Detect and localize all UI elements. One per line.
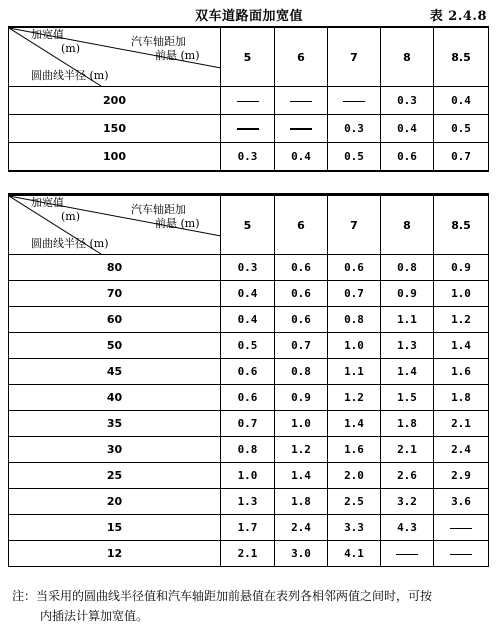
value-cell: 0.6 (221, 359, 275, 385)
value-cell: 1.4 (434, 333, 489, 359)
table-row (9, 385, 489, 411)
value-cell: 4.1 (328, 541, 381, 567)
dash-mark (237, 128, 259, 130)
value-cell: 0.7 (221, 411, 275, 437)
value-cell: 1.8 (434, 385, 489, 411)
header-row (9, 27, 489, 87)
value-cell (434, 515, 489, 541)
value-cell: 1.1 (381, 307, 434, 333)
value-cell: 1.4 (328, 411, 381, 437)
table-row (9, 115, 489, 143)
value-cell: 0.4 (381, 115, 434, 143)
value-cell: 1.2 (275, 437, 328, 463)
table-caption (0, 2, 499, 22)
value-cell: 1.5 (381, 385, 434, 411)
header-label-wheelbase-line2: 前悬 (m) (155, 49, 200, 62)
header-label-widening-unit: (m) (61, 42, 81, 55)
note-line-2: 内插法计算加宽值。 (40, 609, 149, 623)
header-label-radius: 圆曲线半径 (m) (31, 237, 109, 250)
header-label-widening: 加宽值 (31, 28, 64, 41)
value-cell (221, 115, 275, 143)
column-header: 7 (328, 195, 381, 255)
table-row (9, 143, 489, 171)
dash-mark (290, 128, 312, 130)
table-row (9, 411, 489, 437)
value-cell (328, 87, 381, 115)
radius-cell: 150 (9, 115, 221, 143)
value-cell: 0.9 (275, 385, 328, 411)
value-cell: 0.3 (381, 87, 434, 115)
value-cell: 1.0 (275, 411, 328, 437)
value-cell: 1.8 (381, 411, 434, 437)
value-cell: 3.2 (381, 489, 434, 515)
value-cell: 0.9 (434, 255, 489, 281)
value-cell: 0.5 (434, 115, 489, 143)
table-row (9, 437, 489, 463)
value-cell: 2.9 (434, 463, 489, 489)
value-cell: 0.6 (275, 255, 328, 281)
value-cell: 2.1 (381, 437, 434, 463)
column-header: 5 (221, 195, 275, 255)
value-cell (221, 87, 275, 115)
value-cell: 0.4 (221, 281, 275, 307)
header-label-widening-unit: (m) (61, 210, 81, 223)
table-body-lower (9, 195, 489, 567)
value-cell: 1.2 (434, 307, 489, 333)
radius-cell: 35 (9, 411, 221, 437)
column-header: 8.5 (434, 195, 489, 255)
value-cell: 0.4 (221, 307, 275, 333)
value-cell: 1.3 (381, 333, 434, 359)
header-label-wheelbase-line1: 汽车轴距加 (131, 203, 186, 216)
value-cell: 0.6 (221, 385, 275, 411)
header-label-wheelbase-line2: 前悬 (m) (155, 217, 200, 230)
value-cell: 1.1 (328, 359, 381, 385)
table-row (9, 87, 489, 115)
table-row (9, 333, 489, 359)
value-cell: 0.7 (434, 143, 489, 171)
value-cell: 0.3 (221, 255, 275, 281)
radius-cell: 30 (9, 437, 221, 463)
radius-cell: 15 (9, 515, 221, 541)
header-label-radius: 圆曲线半径 (m) (31, 69, 109, 82)
value-cell: 2.1 (434, 411, 489, 437)
radius-cell: 100 (9, 143, 221, 171)
table-row (9, 281, 489, 307)
dash-mark (343, 101, 365, 102)
table-row (9, 307, 489, 333)
radius-cell: 40 (9, 385, 221, 411)
header-label-wheelbase-line1: 汽车轴距加 (131, 35, 186, 48)
diagonal-header-cell (9, 195, 221, 255)
dash-mark (290, 101, 312, 102)
value-cell: 1.8 (275, 489, 328, 515)
value-cell: 0.4 (275, 143, 328, 171)
value-cell: 2.4 (275, 515, 328, 541)
radius-cell: 70 (9, 281, 221, 307)
radius-cell: 45 (9, 359, 221, 385)
table-body-upper (9, 27, 489, 171)
widening-table-lower (8, 193, 489, 567)
value-cell: 1.3 (221, 489, 275, 515)
table-row (9, 255, 489, 281)
column-header: 8.5 (434, 27, 489, 87)
value-cell: 1.7 (221, 515, 275, 541)
value-cell: 1.4 (275, 463, 328, 489)
radius-cell: 25 (9, 463, 221, 489)
table-title: 双车道路面加宽值 (195, 9, 304, 24)
radius-cell: 12 (9, 541, 221, 567)
radius-cell: 20 (9, 489, 221, 515)
value-cell: 0.8 (381, 255, 434, 281)
column-header: 8 (381, 195, 434, 255)
value-cell: 0.6 (328, 255, 381, 281)
value-cell: 0.6 (275, 281, 328, 307)
table-row (9, 359, 489, 385)
value-cell: 2.4 (434, 437, 489, 463)
value-cell: 1.0 (328, 333, 381, 359)
radius-cell: 80 (9, 255, 221, 281)
table-row (9, 463, 489, 489)
column-header: 7 (328, 27, 381, 87)
value-cell: 0.3 (328, 115, 381, 143)
radius-cell: 60 (9, 307, 221, 333)
value-cell (275, 115, 328, 143)
value-cell: 3.0 (275, 541, 328, 567)
widening-table-upper (8, 26, 489, 172)
column-header: 6 (275, 195, 328, 255)
dash-mark (450, 554, 472, 555)
table-row (9, 515, 489, 541)
value-cell: 2.0 (328, 463, 381, 489)
value-cell: 0.7 (275, 333, 328, 359)
radius-cell: 200 (9, 87, 221, 115)
value-cell: 1.4 (381, 359, 434, 385)
value-cell: 2.5 (328, 489, 381, 515)
value-cell: 3.6 (434, 489, 489, 515)
dash-mark (237, 101, 259, 102)
value-cell: 0.8 (221, 437, 275, 463)
value-cell: 0.6 (275, 307, 328, 333)
value-cell: 1.2 (328, 385, 381, 411)
value-cell: 1.0 (434, 281, 489, 307)
value-cell (381, 541, 434, 567)
value-cell: 0.6 (381, 143, 434, 171)
dash-mark (450, 528, 472, 529)
column-header: 8 (381, 27, 434, 87)
value-cell (275, 87, 328, 115)
table-row (9, 541, 489, 567)
value-cell: 2.6 (381, 463, 434, 489)
radius-cell: 50 (9, 333, 221, 359)
value-cell: 0.8 (328, 307, 381, 333)
header-label-widening: 加宽值 (31, 196, 64, 209)
value-cell: 0.4 (434, 87, 489, 115)
dash-mark (396, 554, 418, 555)
value-cell: 0.8 (275, 359, 328, 385)
value-cell: 0.3 (221, 143, 275, 171)
value-cell: 0.9 (381, 281, 434, 307)
value-cell: 0.5 (328, 143, 381, 171)
value-cell: 0.5 (221, 333, 275, 359)
diagonal-header-cell (9, 27, 221, 87)
value-cell: 3.3 (328, 515, 381, 541)
table-number: 表 2.4.8 (429, 9, 487, 24)
value-cell: 0.7 (328, 281, 381, 307)
table-note (12, 586, 490, 626)
value-cell: 2.1 (221, 541, 275, 567)
value-cell: 1.6 (328, 437, 381, 463)
value-cell (434, 541, 489, 567)
value-cell: 4.3 (381, 515, 434, 541)
value-cell: 1.6 (434, 359, 489, 385)
column-header: 6 (275, 27, 328, 87)
header-row (9, 195, 489, 255)
value-cell: 1.0 (221, 463, 275, 489)
note-line-1: 注：当采用的圆曲线半径值和汽车轴距加前悬值在表列各相邻两值之间时，可按 (12, 589, 433, 603)
table-row (9, 489, 489, 515)
column-header: 5 (221, 27, 275, 87)
